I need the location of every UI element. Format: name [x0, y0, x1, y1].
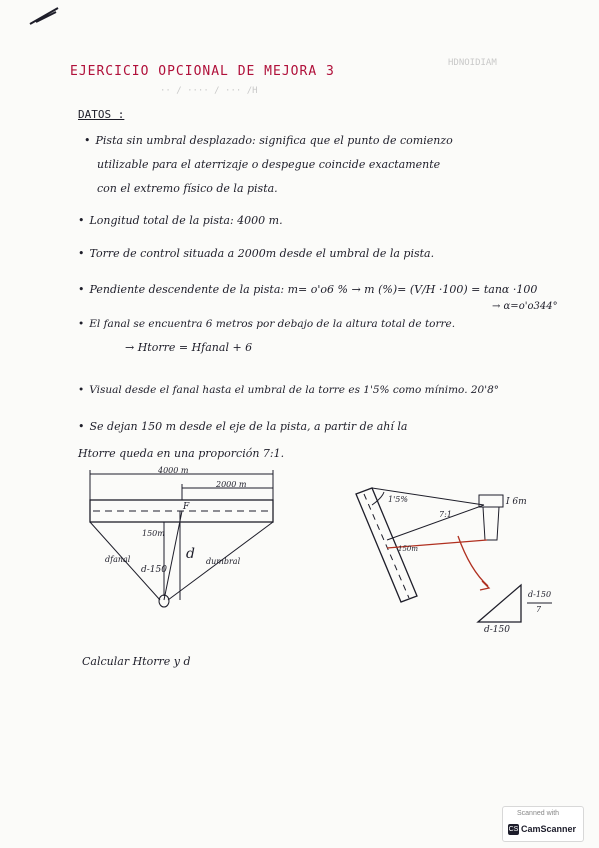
label-d-150: d-150 [141, 565, 167, 575]
slope-line [387, 505, 484, 540]
label-d-umbral: dumbral [206, 557, 241, 566]
page-title: EJERCICIO OPCIONAL DE MEJORA 3 [70, 64, 335, 79]
data-item-6: • Visual desde el fanal hasta el umbral de la torre es 1'5% como mínimo. 20'8° [78, 384, 499, 396]
data-item-1-line-2: utilizable para el aterrizaje o despegue coincide exactamente [97, 158, 441, 171]
section-label: DATOS : [78, 108, 125, 121]
data-item-7-line-1: • Se dejan 150 m desde el eje de la pista, a partir de ahí la [78, 420, 407, 433]
bleed-through-text: ·· / ···· / ··· /H [160, 86, 258, 96]
left-diagram [90, 470, 273, 607]
data-item-4-line-1: • Pendiente descendente de la pista: m= o'o6 % → m (%)= (V/H ·100) = tanα ·100 [78, 283, 537, 296]
tower-body [483, 507, 499, 540]
label-fraction-num: d-150 [528, 590, 552, 599]
line-d-fanal [164, 511, 182, 600]
data-item-1-line-3: con el extremo físico de la pista. [97, 182, 278, 195]
label-d: d [186, 546, 195, 562]
data-item-3: • Torre de control situada a 2000m desde el umbral de la pista. [78, 247, 434, 260]
label-triangle-base: d-150 [484, 625, 510, 635]
data-item-5-line-1: • El fanal se encuentra 6 metros por debajo de la altura total de torre. [78, 318, 455, 330]
label-F: F [183, 502, 190, 512]
label-150: 150m [142, 529, 165, 538]
data-item-4-line-2: → α=o'o344° [492, 301, 558, 312]
data-item-7-line-2: Htorre queda en una proporción 7:1. [78, 447, 285, 460]
label-angle: 1'5% [388, 495, 408, 504]
right-diagram [356, 488, 552, 622]
label-150-right: 150m [398, 545, 418, 553]
corner-scratch [30, 8, 58, 24]
scanner-watermark [502, 806, 584, 842]
ratio-triangle [478, 585, 521, 622]
scanner-top-text: Scanned with [517, 810, 560, 817]
red-arrow [458, 536, 488, 586]
label-ratio: 7:1 [439, 510, 452, 519]
label-fraction-den: 7 [536, 605, 542, 614]
label-tower: I 6m [506, 497, 527, 507]
data-item-1-line-1: • Pista sin umbral desplazado: significa que el punto de comienzo [84, 134, 453, 147]
camscanner-logo-icon: CS [508, 826, 519, 833]
scanner-brand: CamScanner [521, 824, 577, 834]
label-2000: 2000 m [216, 480, 247, 489]
calc-instruction: Calcular Htorre y d [82, 655, 191, 668]
data-item-2: • Longitud total de la pista: 4000 m. [78, 214, 283, 227]
bleed-through-text: HDNOIDIAM [448, 58, 497, 68]
label-4000: 4000 m [158, 466, 189, 475]
tower-point [159, 595, 169, 607]
data-item-5-line-2: → Htorre = Hfanal + 6 [125, 341, 253, 354]
label-d-fanal: dfanal [105, 555, 131, 564]
